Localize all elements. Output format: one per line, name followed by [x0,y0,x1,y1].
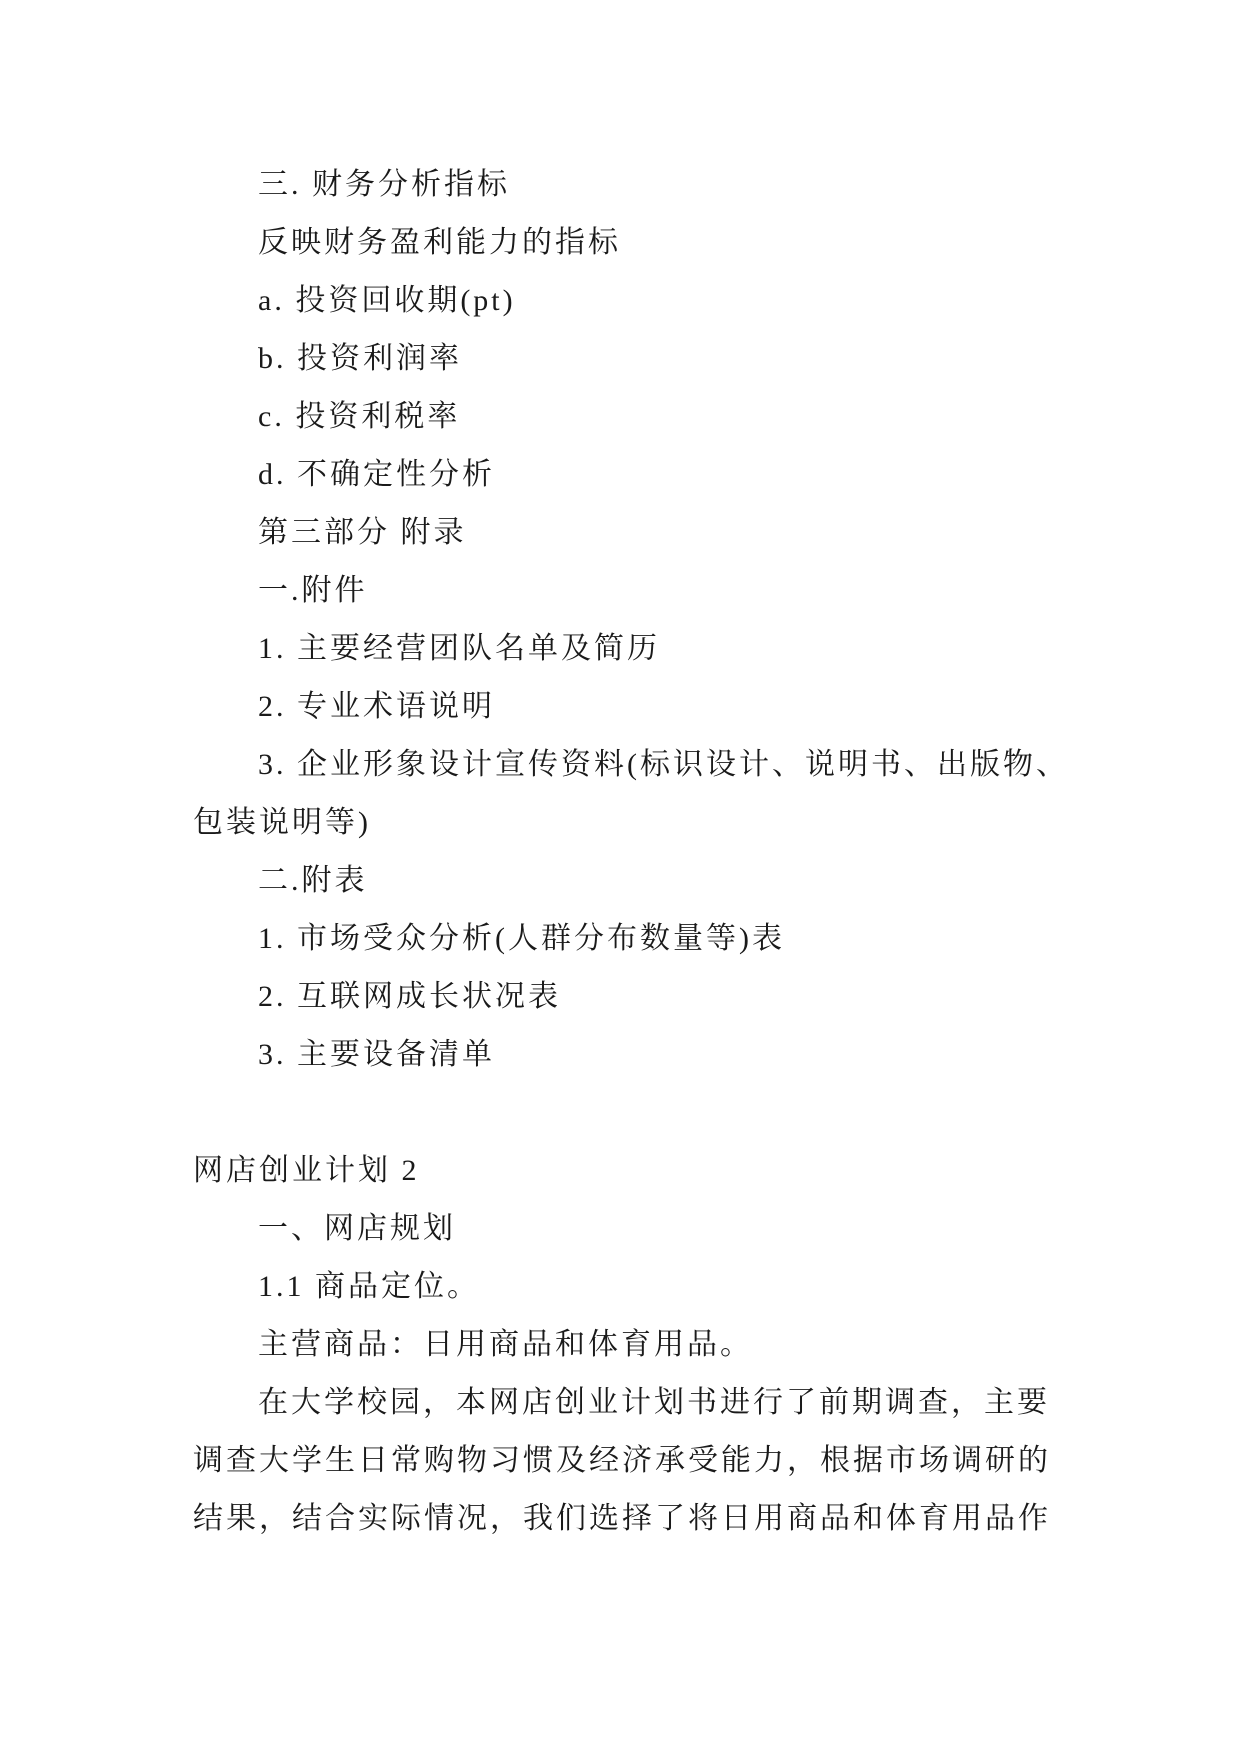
list-item: 1. 市场受众分析(人群分布数量等)表 [258,922,785,955]
list-item: d. 不确定性分析 [258,458,495,491]
paragraph-line: 结果，结合实际情况，我们选择了将日用商品和体育用品作 [193,1502,1051,1535]
paragraph-line: 在大学校园，本网店创业计划书进行了前期调查，主要 [258,1386,1050,1419]
subheading-profitability-indicators: 反映财务盈利能力的指标 [258,226,621,259]
list-item: a. 投资回收期(pt) [258,284,516,317]
list-item: 1. 主要经营团队名单及简历 [258,632,660,665]
paragraph-line: 主营商品：日用商品和体育用品。 [258,1328,753,1361]
document-page [0,156,1241,1548]
list-item-continuation: 包装说明等) [193,806,371,839]
subheading-tables: 二.附表 [258,864,368,897]
part-heading-appendix: 第三部分 附录 [258,516,467,549]
blank-line [0,1084,1241,1142]
section-heading-financial-indicators: 三. 财务分析指标 [258,168,510,201]
list-item: 2. 互联网成长状况表 [258,980,561,1013]
list-item: c. 投资利税率 [258,400,461,433]
list-item: 3. 企业形象设计宣传资料(标识设计、说明书、出版物、 [258,748,1069,781]
list-item: b. 投资利润率 [258,342,462,375]
list-item: 3. 主要设备清单 [258,1038,495,1071]
subheading-attachments: 一.附件 [258,574,368,607]
list-item: 2. 专业术语说明 [258,690,495,723]
section-heading-store-planning: 一、网店规划 [258,1212,456,1245]
subsection-heading-product-positioning: 1.1 商品定位。 [258,1270,480,1303]
paragraph-line: 调查大学生日常购物习惯及经济承受能力，根据市场调研的 [193,1444,1051,1477]
document-title: 网店创业计划 2 [193,1154,420,1187]
